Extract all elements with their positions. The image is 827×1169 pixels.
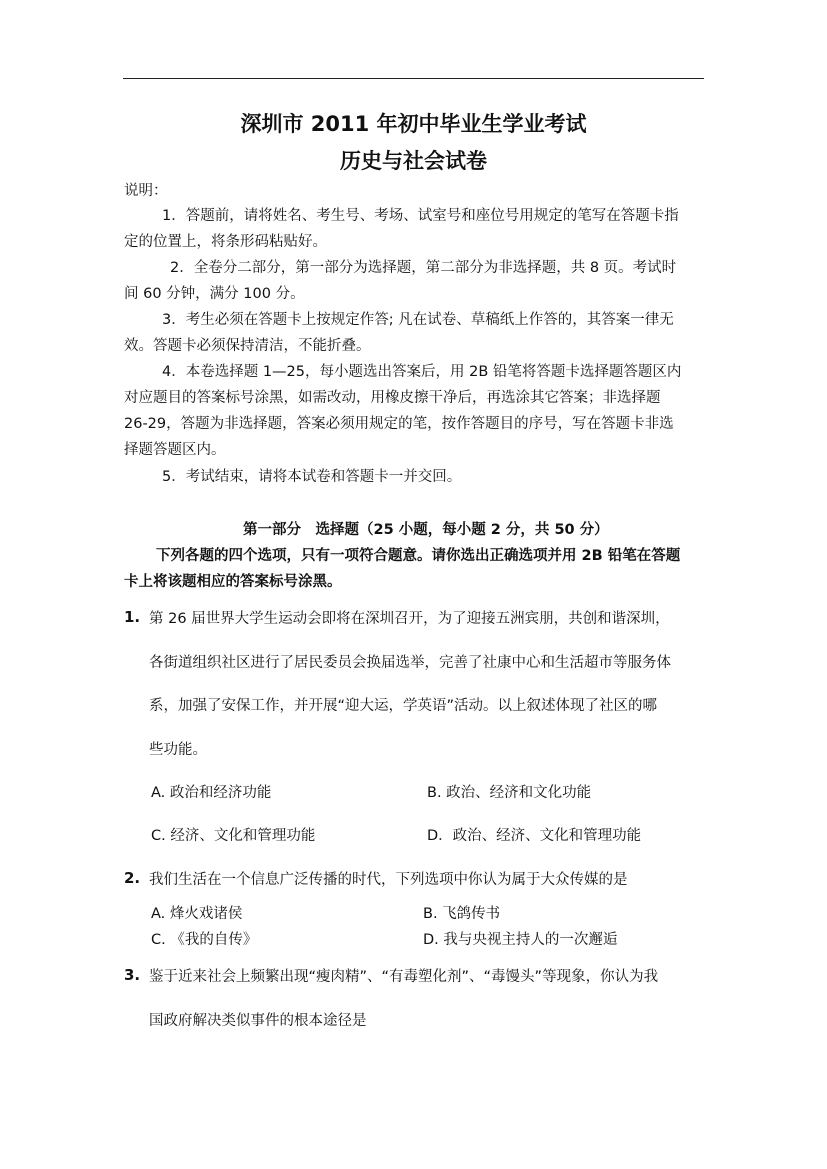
question-2-number: 2.	[124, 869, 141, 887]
instruction-4-line4: 择题答题区内。	[124, 442, 226, 458]
header-rule	[123, 78, 704, 79]
question-3-line1: 鉴于近来社会上频繁出现“瘦肉精”、“有毒塑化剂”、“毒馒头”等现象，你认为我	[149, 969, 659, 985]
question-3-number: 3.	[124, 966, 141, 984]
section1-directive-line2: 卡上将该题相应的答案标号涂黑。	[124, 574, 342, 590]
question-1-option-d: D．政治、经济、文化和管理功能	[427, 828, 642, 844]
instruction-3-line2: 效。答题卡必须保持清洁，不能折叠。	[124, 338, 371, 354]
instruction-4-line2: 对应题目的答案标号涂黑，如需改动，用橡皮擦干净后，再选涂其它答案；非选择题	[124, 390, 661, 406]
question-1-number: 1.	[124, 608, 141, 626]
instruction-1-line2: 定的位置上，将条形码粘贴好。	[124, 234, 327, 250]
question-2-option-c: C. 《我的自传》	[151, 932, 258, 948]
exam-subtitle: 历史与社会试卷	[340, 149, 487, 173]
instruction-2-line2: 间 60 分钟，满分 100 分。	[124, 286, 305, 302]
question-1-option-b: B. 政治、经济和文化功能	[427, 785, 592, 801]
question-1-line3: 系，加强了安保工作，并开展“迎大运，学英语”活动。以上叙述体现了社区的哪	[149, 698, 658, 714]
section1-directive-line1: 下列各题的四个选项，只有一项符合题意。请你选出正确选项并用 2B 铅笔在答题	[156, 548, 681, 564]
instruction-5-line1: 5．考试结束，请将本试卷和答题卡一并交回。	[162, 469, 462, 485]
instruction-4-line1: 4．本卷选择题 1—25，每小题选出答案后，用 2B 铅笔将答题卡选择题答题区内	[162, 364, 682, 380]
instruction-4-line3: 26-29，答题为非选择题，答案必须用规定的笔，按作答题目的序号，写在答题卡非选	[124, 416, 674, 432]
instruction-3-line1: 3．考生必须在答题卡上按规定作答; 凡在试卷、草稿纸上作答的，其答案一律无	[162, 312, 674, 328]
exam-title: 深圳市 2011 年初中毕业生学业考试	[240, 112, 587, 136]
question-1-line2: 各街道组织社区进行了居民委员会换届选举，完善了社康中心和生活超市等服务体	[149, 655, 671, 671]
instructions-heading: 说明：	[124, 183, 168, 199]
question-2-option-d: D. 我与央视主持人的一次邂逅	[423, 932, 618, 948]
question-1-option-a: A. 政治和经济功能	[151, 785, 272, 801]
question-1-line4: 些功能。	[149, 742, 207, 758]
question-3-line2: 国政府解决类似事件的根本途径是	[149, 1013, 367, 1029]
instruction-2-line1: 2．全卷分二部分，第一部分为选择题，第二部分为非选择题，共 8 页。考试时	[170, 260, 677, 276]
question-2-line1: 我们生活在一个信息广泛传播的时代，下列选项中你认为属于大众传媒的是	[149, 872, 628, 888]
question-1-line1: 第 26 届世界大学生运动会即将在深圳召开，为了迎接五洲宾朋，共创和谐深圳，	[149, 611, 670, 627]
section1-heading: 第一部分 选择题（25 小题，每小题 2 分，共 50 分）	[243, 522, 609, 538]
instruction-1-line1: 1．答题前，请将姓名、考生号、考场、试室号和座位号用规定的笔写在答题卡指	[162, 208, 679, 224]
question-2-option-a: A. 烽火戏诸侯	[151, 906, 243, 922]
question-2-option-b: B. 飞鸽传书	[423, 906, 501, 922]
question-1-option-c: C. 经济、文化和管理功能	[151, 828, 316, 844]
